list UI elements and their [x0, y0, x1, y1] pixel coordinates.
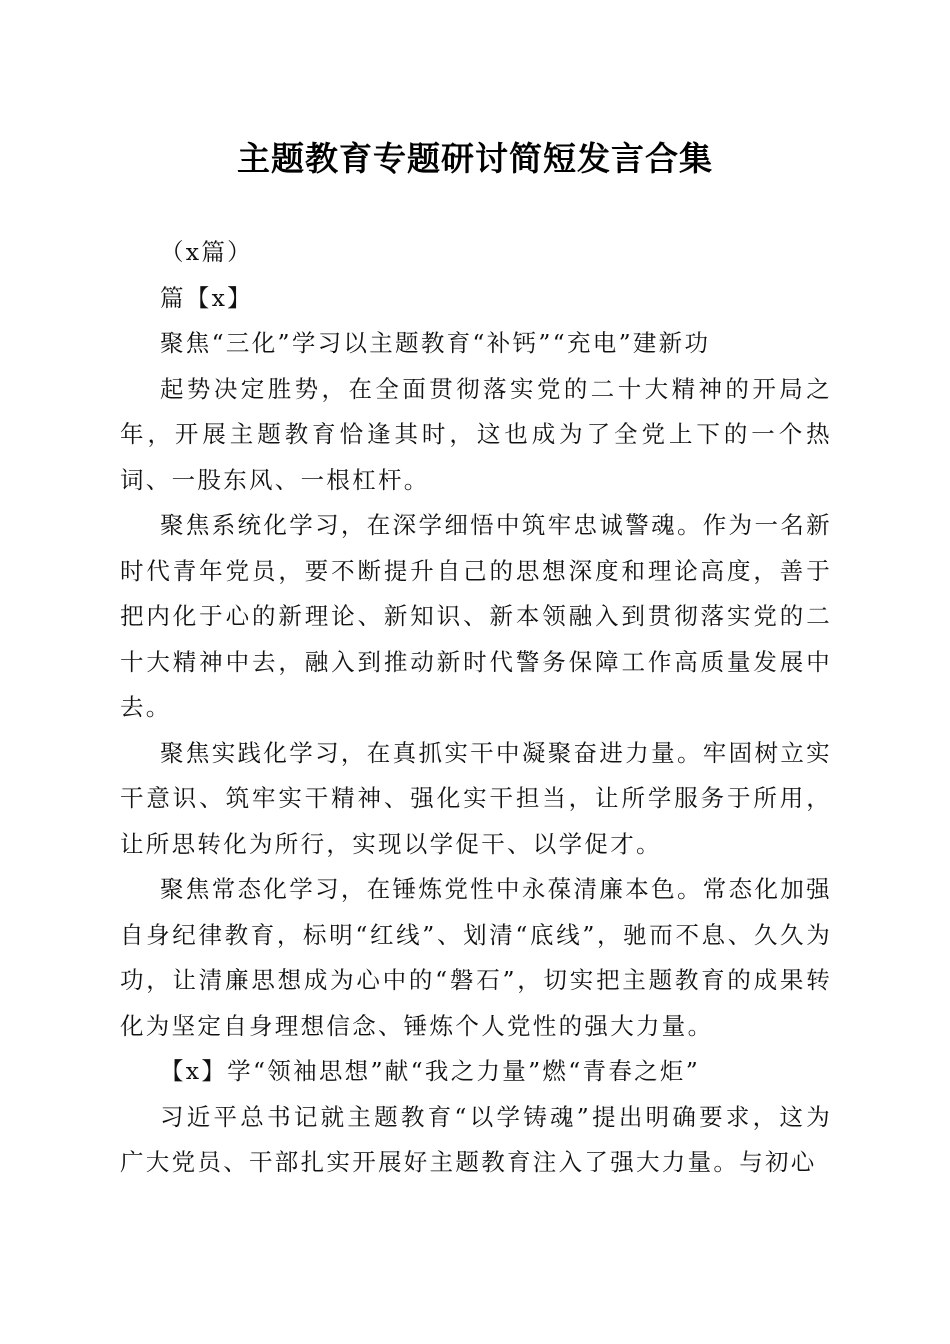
body-paragraph: 聚焦常态化学习，在锤炼党性中永葆清廉本色。常态化加强自身纪律教育，标明“红线”、划清“底线”，驰而不息、久久为功，让清廉思想成为心中的“磐石”，切实把主题教育的成果转化为坚定自身理想信念、锤炼个人党性的强大力量。	[120, 875, 832, 1040]
article-heading: 【x】学“领袖思想”献“我之力量”燃“青春之炬”	[160, 1057, 701, 1085]
body-paragraph: 聚焦实践化学习，在真抓实干中凝聚奋进力量。牢固树立实干意识、筑牢实干精神、强化实干担当，让所学服务于所用，让所思转化为所行，实现以学促干、以学促才。	[120, 738, 832, 858]
article-heading: 聚焦“三化”学习以主题教育“补钙”“充电”建新功	[160, 329, 711, 357]
body-paragraph: 习近平总书记就主题教育“以学铸魂”提出明确要求，这为广大党员、干部扎实开展好主题教育注入了强大力量。与初心	[120, 1102, 832, 1176]
document-body	[120, 230, 832, 1186]
document-title: 主题教育专题研讨简短发言合集	[237, 139, 713, 178]
body-paragraph: 聚焦系统化学习，在深学细悟中筑牢忠诚警魂。作为一名新时代青年党员，要不断提升自己的思想深度和理论高度，善于把内化于心的新理论、新知识、新本领融入到贯彻落实党的二十大精神中去，融入到推动新时代警务保障工作高质量发展中去。	[120, 511, 832, 721]
article-count: （x篇）	[160, 238, 253, 266]
body-paragraph: 起势决定胜势，在全面贯彻落实党的二十大精神的开局之年，开展主题教育恰逢其时，这也成为了全党上下的一个热词、一股东风、一根杠杆。	[120, 374, 832, 494]
article-label: 篇【x】	[160, 283, 253, 312]
